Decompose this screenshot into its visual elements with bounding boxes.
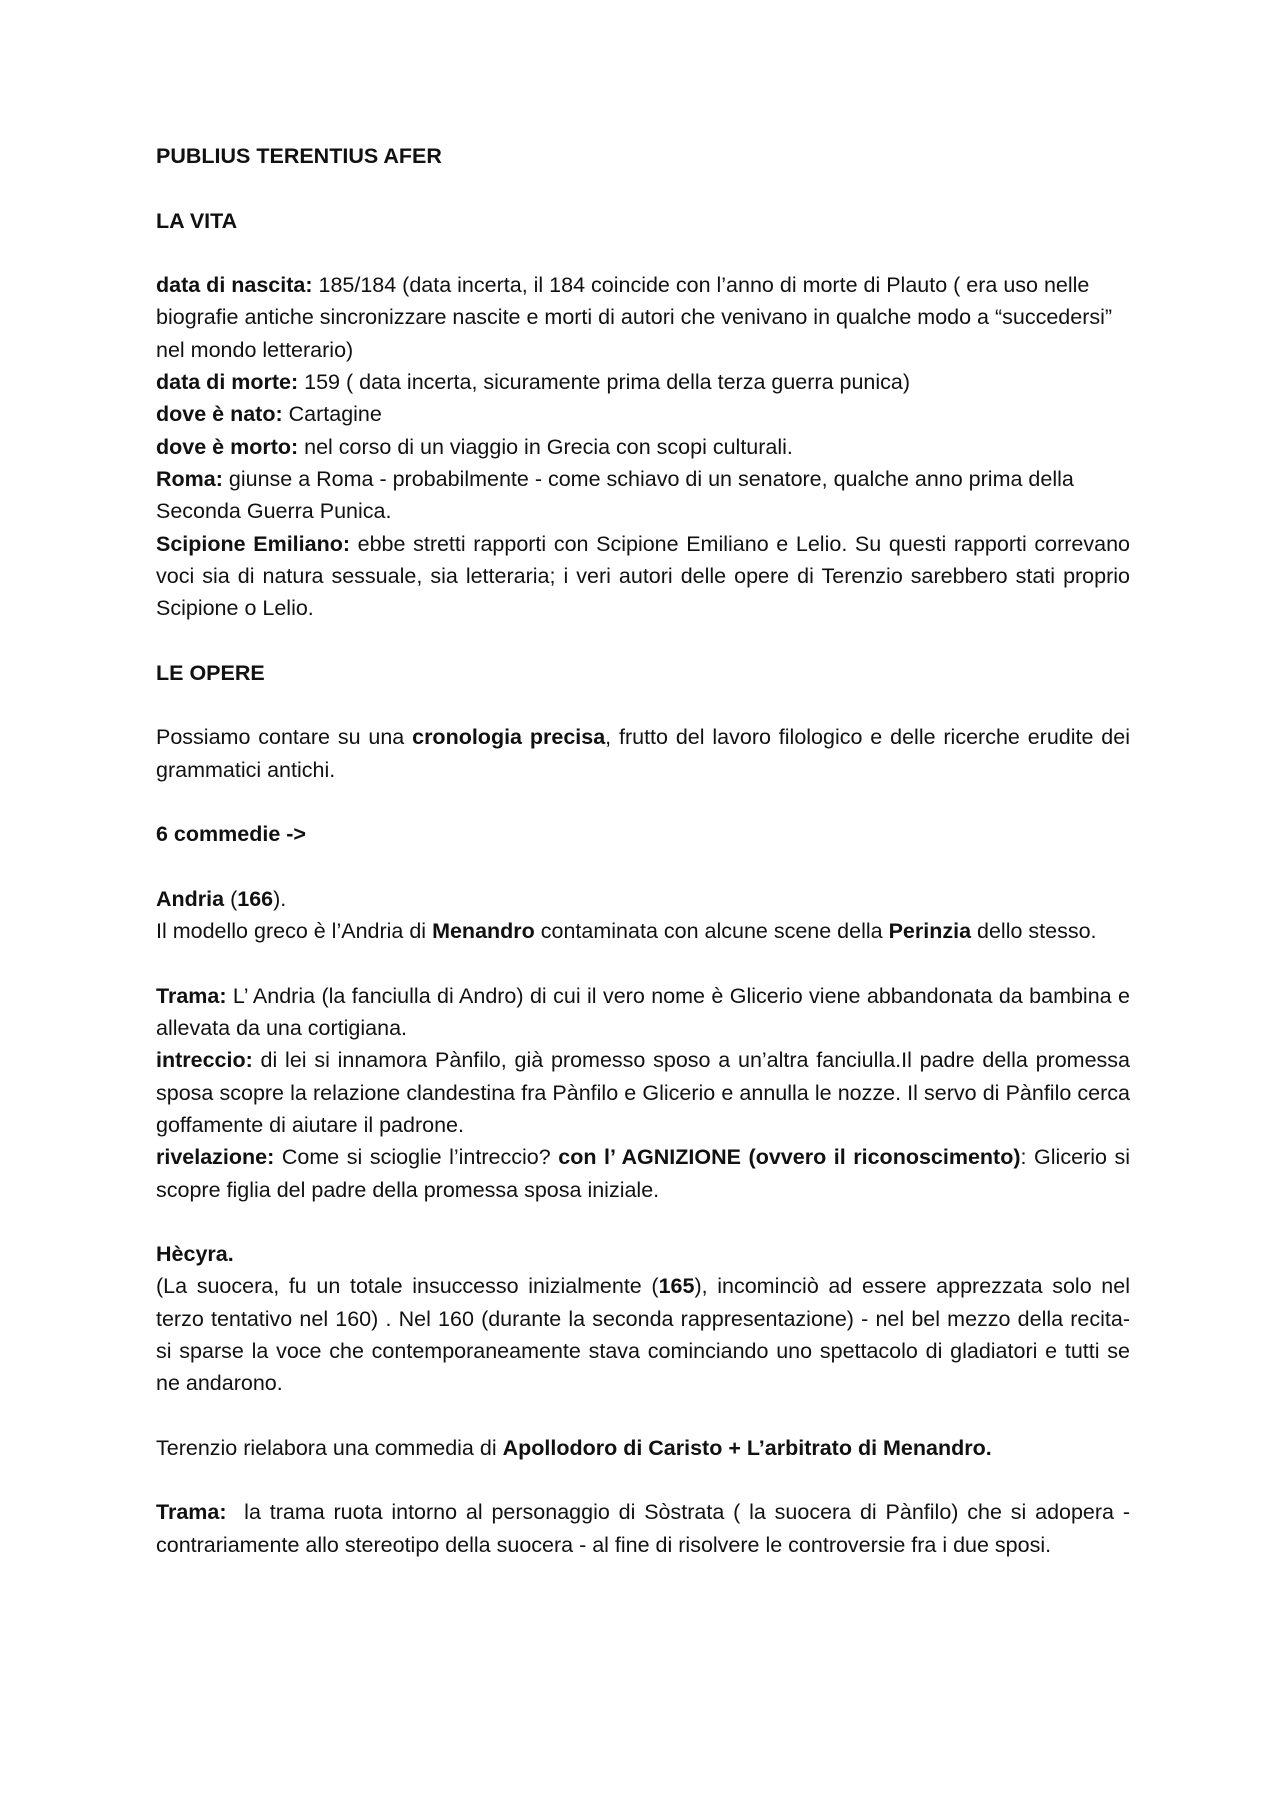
vita-morto (156, 431, 1130, 463)
andria-intreccio-text: di lei si innamora Pànfilo, già promesso sposo a un’altra fanciulla.Il padre della promessa sposa scopre la relazione clandestina fra Pànfilo e Glicerio e annulla le nozze. Il servo di Pànfilo cerca goffamente di aiutare il padrone. (156, 1048, 1130, 1137)
section-heading-opere: LE OPERE (156, 660, 265, 685)
vita-roma-label: Roma: (156, 466, 223, 491)
andria-title-year: 166 (237, 886, 274, 911)
andria-model-text-a: Il modello greco è l’Andria di (156, 919, 433, 944)
andria-intreccio (156, 1044, 1130, 1141)
andria-model-bold-perinzia: Perinzia (888, 919, 972, 944)
hecyra-trama (156, 1496, 1136, 1561)
opere-intro-text-a: Possiamo contare su una (156, 725, 413, 750)
vita-morto-text: nel corso di un viaggio in Grecia con scopi culturali. (298, 434, 793, 459)
hecyra-trama-label: Trama: (156, 1500, 227, 1525)
hecyra-desc (156, 1270, 1130, 1399)
vita-nato-text: Cartagine (282, 402, 382, 427)
hecyra-rielabora (156, 1432, 1130, 1464)
andria-intreccio-label: intreccio: (156, 1048, 253, 1073)
opere-intro (156, 721, 1130, 786)
hecyra-rielabora-text: Terenzio rielabora una commedia di (156, 1435, 503, 1460)
andria-trama-text: L’ Andria (la fanciulla di Andro) di cui il vero nome è Glicerio viene abbandonata da bambina e allevata da una cortigiana. (156, 983, 1130, 1041)
opere-commedie: 6 commedie -> (156, 822, 306, 847)
vita-nascita-text: 185/184 (data incerta, il 184 coincide con l’anno di morte di Plauto ( era uso nelle biografie antiche sincronizzare nascite e morti di autori che venivano in qualche modo a “succedersi” nel mondo letterario) (156, 273, 1113, 362)
andria-model-text-c: dello stesso. (971, 919, 1097, 944)
hecyra-title: Hècyra. (156, 1242, 234, 1267)
vita-nascita (156, 269, 1130, 366)
section-heading-vita: LA VITA (156, 208, 238, 233)
vita-morte (156, 366, 1130, 398)
andria-trama-label: Trama: (156, 983, 227, 1008)
vita-morte-label: data di morte: (156, 370, 299, 395)
vita-scipione-text: ebbe stretti rapporti con Scipione Emiliano e Lelio. Su questi rapporti correvano voci sia di natura sessuale, sia letteraria; i veri autori delle opere di Terenzio sarebbero stati proprio Scipione o Lelio. (156, 531, 1130, 621)
vita-nato-label: dove è nato: (156, 402, 283, 427)
vita-scipione-label: Scipione Emiliano: (156, 531, 350, 556)
hecyra-desc-year: 165 (658, 1274, 695, 1299)
opere-intro-text-b: , frutto del lavoro filologico e delle ricerche erudite dei grammatici antichi. (156, 725, 1131, 782)
vita-nascita-label: data di nascita: (156, 273, 313, 298)
andria-model-text-b: contaminata con alcune scene della (534, 919, 889, 944)
andria-title-paren-close: ). (273, 886, 287, 911)
andria-rivelazione-text-a: Come si scioglie l’intreccio? (274, 1145, 559, 1170)
vita-roma-text: giunse a Roma - probabilmente - come schiavo di un senatore, qualche anno prima della Seconda Guerra Punica. (156, 466, 1074, 524)
andria-rivelazione-label: rivelazione: (156, 1145, 275, 1170)
andria-rivelazione-text-b: : Glicerio si scopre figlia del padre della promessa sposa iniziale. (156, 1145, 1131, 1202)
vita-roma (156, 463, 1130, 528)
andria-title-paren-open: ( (224, 886, 238, 911)
andria-model-bold-menandro: Menandro (432, 919, 535, 944)
andria-title-bold: Andria (156, 886, 225, 911)
vita-morto-label: dove è morto: (156, 434, 299, 459)
vita-nato (156, 398, 1130, 430)
vita-morte-text: 159 ( data incerta, sicuramente prima della terza guerra punica) (298, 370, 911, 395)
opere-intro-bold: cronologia precisa (412, 725, 606, 750)
hecyra-desc-text-b: ), incominciò ad essere apprezzata solo nel terzo tentativo nel 160) . Nel 160 (durante la seconda rappresentazione) - nel bel mezzo della recita- si sparse la voce che contemporaneamente stava cominciando uno spettacolo di gladiatori e tutti se ne andarono. (156, 1274, 1130, 1396)
andria-rivelazione-bold: con l’ AGNIZIONE (ovvero il riconoscimento) (558, 1145, 1021, 1170)
andria-trama (156, 980, 1130, 1045)
andria-rivelazione (156, 1141, 1130, 1206)
hecyra-rielabora-bold: Apollodoro di Caristo + L’arbitrato di Menandro. (502, 1435, 992, 1460)
document-page (156, 140, 1136, 1561)
document-title: PUBLIUS TERENTIUS AFER (156, 144, 442, 168)
vita-scipione (156, 528, 1130, 625)
hecyra-desc-text-a: (La suocera, fu un totale insuccesso inizialmente ( (156, 1274, 659, 1299)
andria-model (156, 915, 1130, 947)
andria-title (156, 883, 1130, 915)
hecyra-trama-text: la trama ruota intorno al personaggio di Sòstrata ( la suocera di Pànfilo) che si adopera - contrariamente allo stereotipo della suocera - al fine di risolvere le controversie fra i due sposi. (156, 1500, 1136, 1557)
